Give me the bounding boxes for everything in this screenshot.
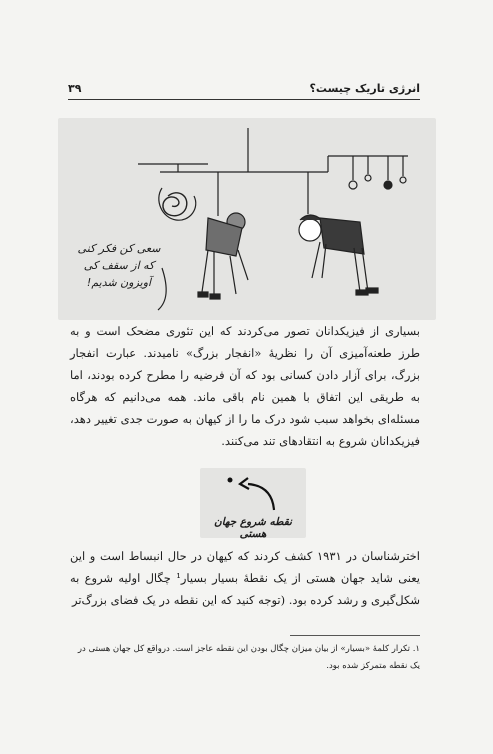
page-header bbox=[68, 80, 420, 100]
handwritten-caption: سعی کن فکر کنی که از سقف کی آویزون شدیم! bbox=[77, 242, 161, 289]
header-rule bbox=[68, 99, 420, 100]
figure-label: نقطه شروع جهان هستی bbox=[214, 516, 292, 540]
paragraph-expansion: اخترشناسان در ۱۹۳۱ کشف کردند که کیهان در حال انبساط است و این یعنی شاید جهان هستی از یک نقطهٔ بسیار بسیار¹ چگال اولیه شروع به شکل‌گیری و رشد کرده بود. (توجه کنید که این نقطه در یک فضای بزرگ‌تر bbox=[70, 549, 420, 607]
footnote: ۱. تکرار کلمهٔ «بسیار» از بیان میزان چگال بودن این نقطه عاجز است. درواقع کل جهان هستی در یک نقطه متمرکز شده بود. bbox=[77, 644, 420, 671]
starting-point-figure bbox=[200, 468, 306, 538]
scientist-right bbox=[299, 215, 378, 295]
paragraph-big-bang-naming: بسیاری از فیزیکدانان تصور می‌کردند که این تئوری مضحک است و به طرز طعنه‌آمیزی آن را نظریهٔ «انفجار بزرگ» نامیدند. عبارت انفجار بزرگ، برای آزار دادن کسانی بود که آن فرضیه را مطرح کرده بودند، اما به طریقی این اتفاق با همین نام باقی ماند. همه می‌دانیم که هرگاه مسئله‌ای بخواهد سبب شود درک ما را از کیهان به صورت جدی تغییر دهد، فیزیکدانان شروع به انتقادهای تند می‌کنند. bbox=[70, 324, 420, 448]
footnote-rule bbox=[290, 635, 420, 636]
page-number: ۳۹ bbox=[68, 82, 82, 95]
running-title: انرژی تاریک چیست؟ bbox=[309, 82, 420, 95]
scientist-left bbox=[198, 213, 248, 299]
